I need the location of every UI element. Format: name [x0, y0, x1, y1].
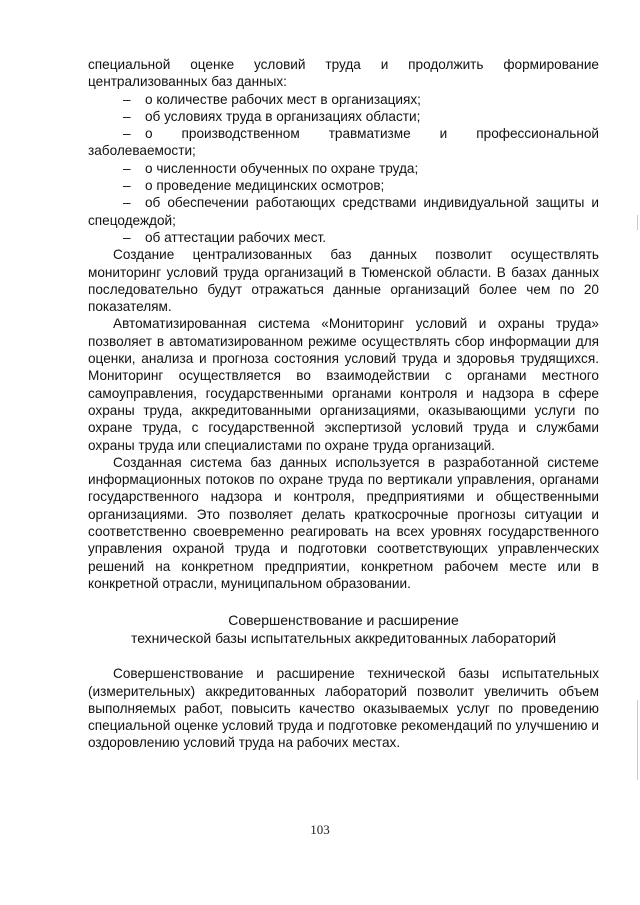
list-item — [88, 125, 599, 160]
list-item-text: о численности обученных по охране труда; — [145, 160, 419, 176]
paragraph-database-usage: Созданная система баз данных используется в разработанной системе информационных потоков по охране труда по вертикали управления, органами государственного надзора и контроля, предприятиями и общественными организациями. Это позволяет делать краткосрочные прогнозы ситуации и соответственно своевременно реагировать на всех уровнях государственного управления охраной труда и подготовки соответствующих управленческих решений на конкретном предприятии, конкретном рабочем месте или в конкретной отрасли, муниципальном образовании. — [88, 454, 599, 591]
list-item-text: об условиях труда в организациях области; — [145, 108, 421, 124]
dash-marker: – — [123, 91, 131, 107]
dash-marker: – — [123, 108, 131, 124]
list-item-text: о производственном травматизме и профессиональной заболеваемости; — [88, 126, 599, 159]
list-item — [88, 229, 599, 246]
list-item-text: об аттестации рабочих мест. — [145, 229, 327, 245]
list-item — [88, 194, 599, 229]
list-item — [88, 108, 599, 125]
section-heading-line-2: технической базы испытательных аккредитованных лабораторий — [130, 630, 557, 647]
dash-marker: – — [123, 160, 131, 176]
dash-marker: – — [123, 178, 131, 194]
intro-paragraph: специальной оценке условий труда и продолжить формирование централизованных баз данных: — [88, 57, 599, 90]
paragraph-monitoring-system: Автоматизированная система «Мониторинг условий и охраны труда» позволяет в автоматизированном режиме осуществлять сбор информации для оценки, анализа и прогноза состояния условий труда и здоровья трудящихся. Мониторинг осуществляется во взаимодействии с органами местного самоуправления, государственными органами контроля и надзора в сфере охраны труда, аккредитованными организациями, оказывающими услуги по охране труда, с государственной экспертизой условий труда и службами охраны труда или специалистами по охране труда организаций. — [88, 316, 599, 453]
scan-edge-mark — [637, 700, 638, 780]
list-item-text: об обеспечении работающих средствами индивидуальной защиты и спецодеждой; — [88, 195, 599, 228]
dash-marker: – — [123, 229, 131, 245]
dash-marker: – — [123, 195, 131, 211]
list-item-text: о проведение медицинских осмотров; — [145, 178, 385, 194]
section-heading-line-1: Совершенствование и расширение — [228, 612, 459, 629]
section-heading — [88, 611, 599, 647]
list-item — [88, 177, 599, 194]
list-item — [88, 91, 599, 108]
document-body — [88, 56, 599, 752]
list-item-text: о количестве рабочих мест в организациях; — [145, 91, 421, 107]
bullet-list — [88, 91, 599, 247]
dash-marker: – — [123, 126, 131, 142]
paragraph-laboratories: Совершенствование и расширение технической базы испытательных (измерительных) аккредитованных лабораторий позволит увеличить объем выполняемых работ, повысить качество оказываемых услуг по проведению специальной оценке условий труда и подготовке рекомендаций по улучшению и оздоровлению условий труда на рабочих местах. — [88, 666, 599, 751]
paragraph-databases: Создание централизованных баз данных позволит осуществлять мониторинг условий труда организаций в Тюменской области. В базах данных последовательно будут отражаться данные организаций более чем по 20 показателям. — [88, 247, 599, 315]
list-item — [88, 160, 599, 177]
scan-edge-mark — [637, 215, 638, 230]
page-number: 103 — [310, 822, 330, 837]
